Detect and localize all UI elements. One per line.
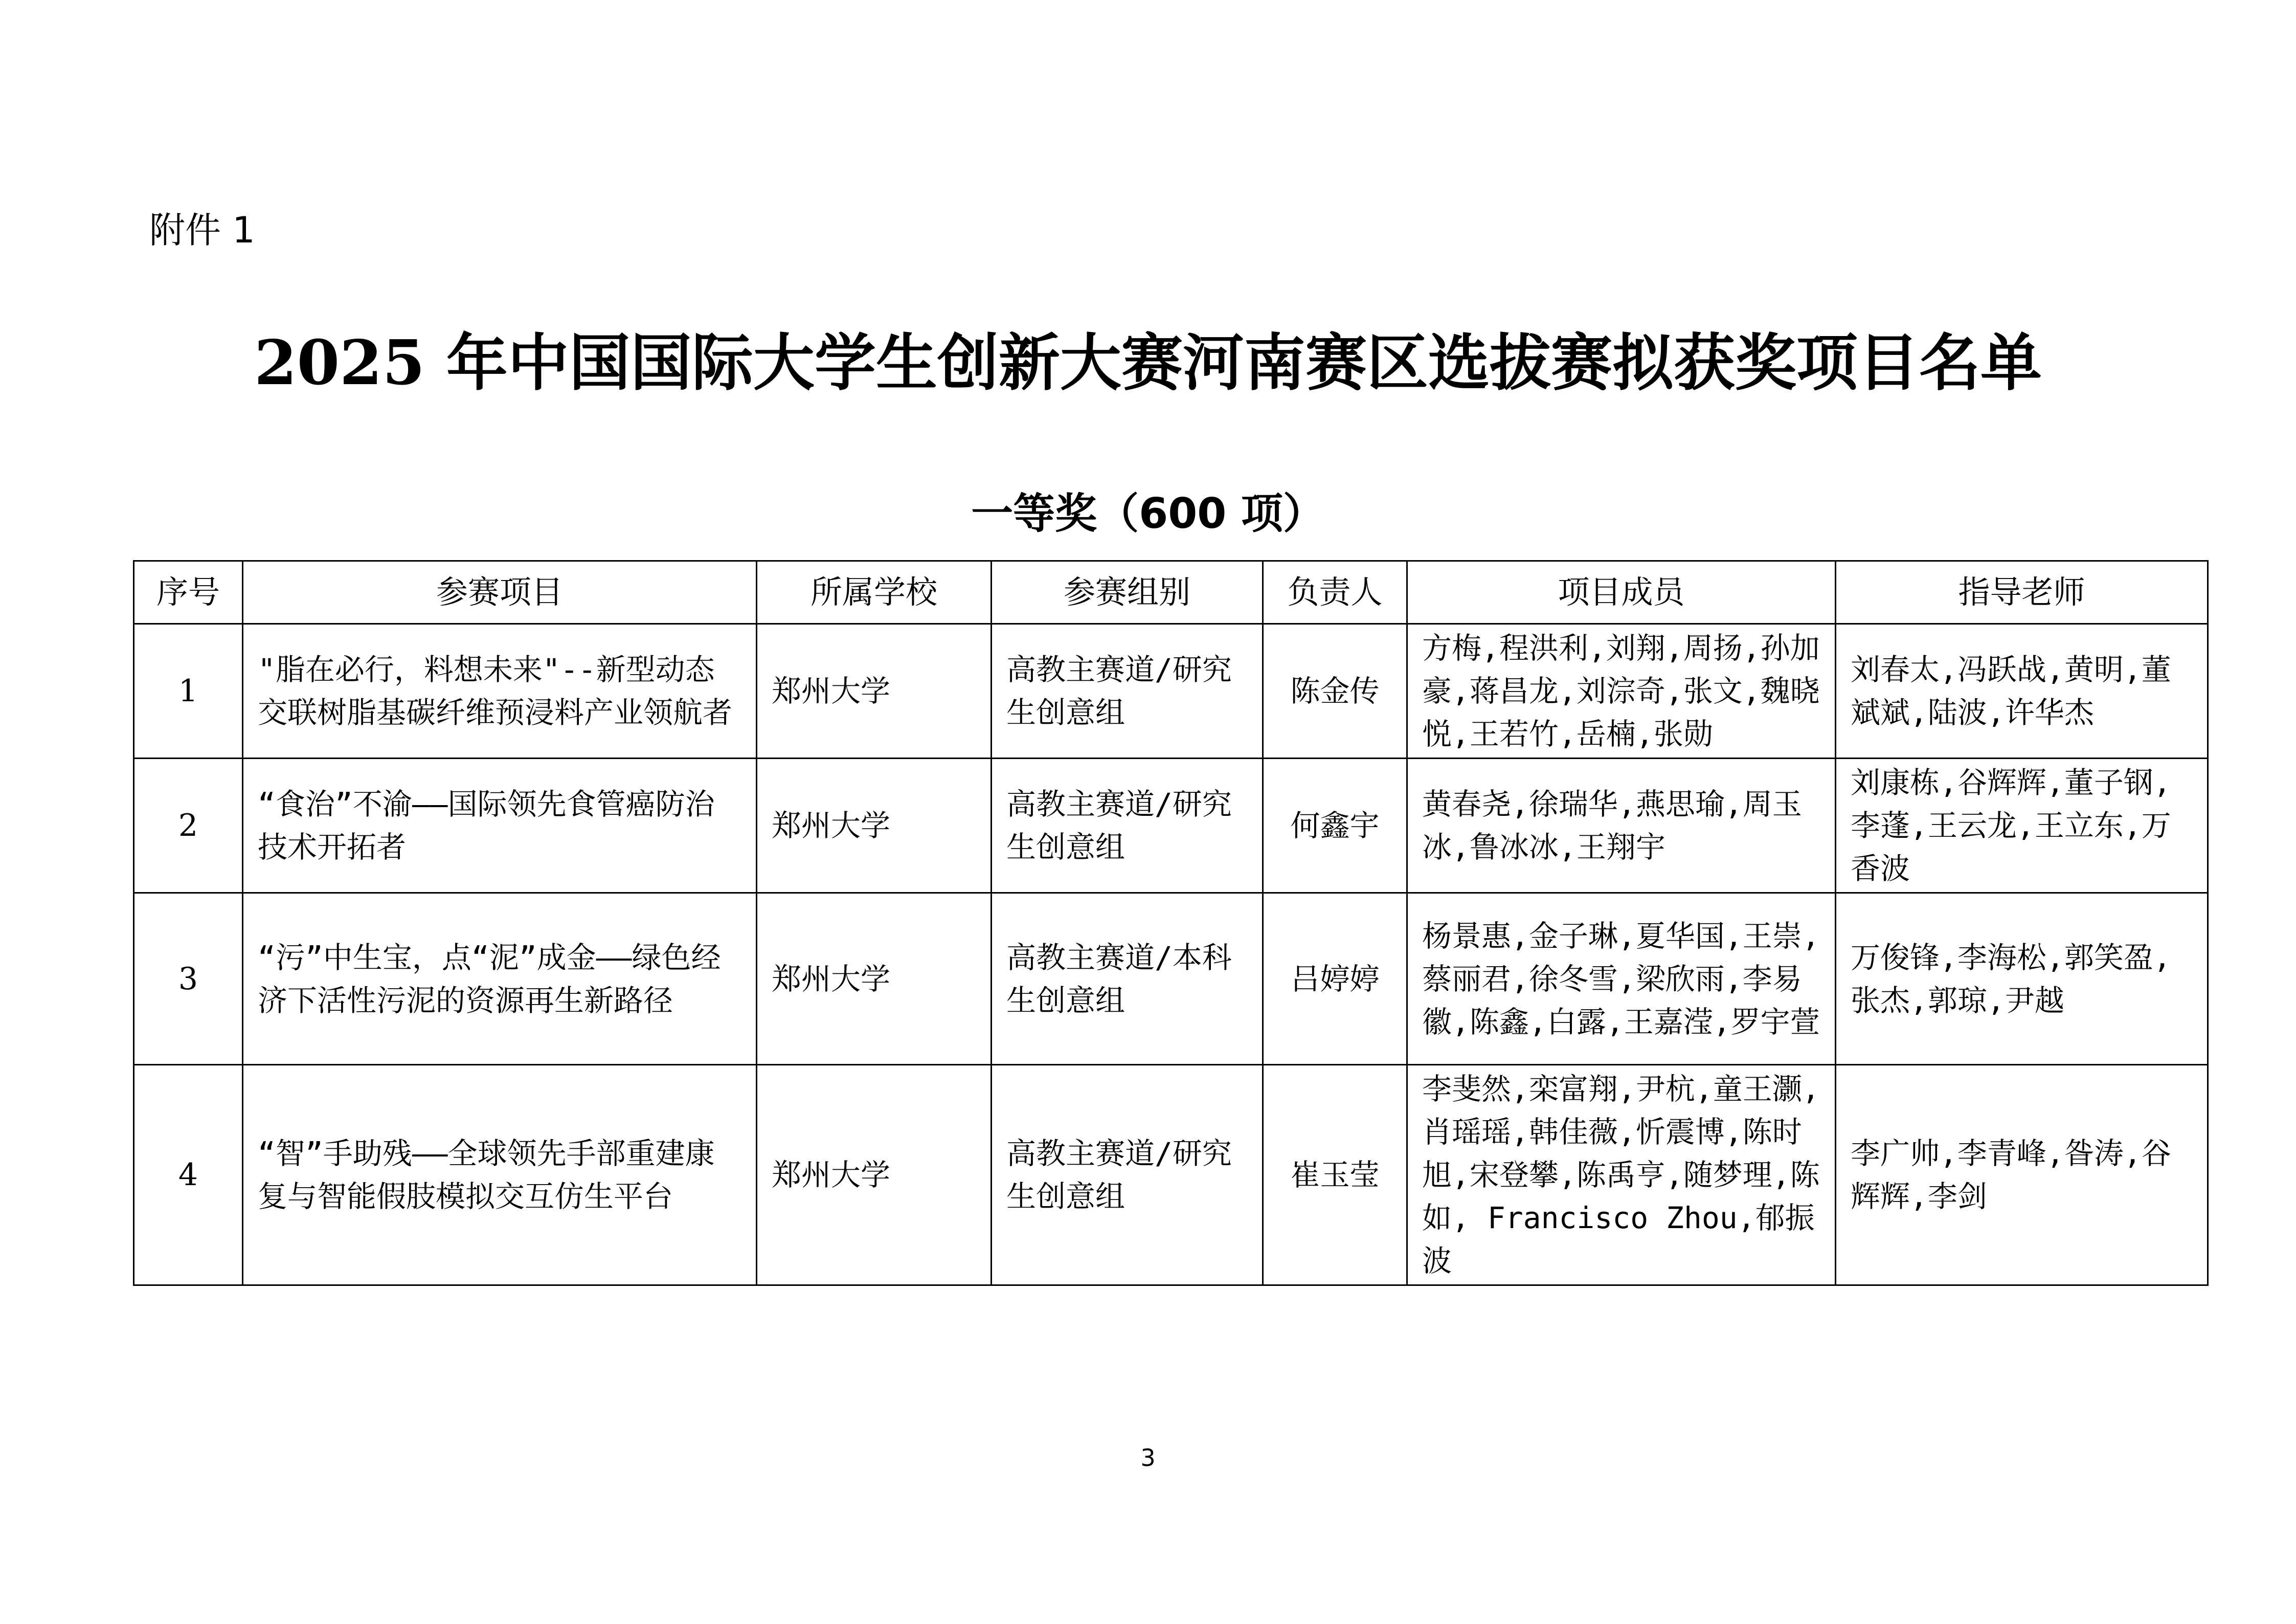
row-school: 郑州大学 [757,893,992,1065]
table-row [134,1065,2208,1285]
row-advisors: 李广帅,李青峰,昝涛,谷辉辉,李剑 [1836,1065,2208,1285]
award-table [133,560,2209,1286]
row-group: 高教主赛道/本科生创意组 [992,893,1263,1065]
row-group: 高教主赛道/研究生创意组 [992,759,1263,893]
header-members: 项目成员 [1407,561,1836,624]
annex-label: 附件 1 [149,209,255,251]
row-index: 4 [134,1065,243,1285]
row-school: 郑州大学 [757,1065,992,1285]
row-leader: 崔玉莹 [1263,1065,1407,1285]
header-group: 参赛组别 [992,561,1263,624]
row-project: "脂在必行，料想未来"--新型动态交联树脂基碳纤维预浸料产业领航者 [243,624,757,759]
row-members: 杨景惠,金子琳,夏华国,王崇,蔡丽君,徐冬雪,梁欣雨,李易徽,陈鑫,白露,王嘉滢,罗宇萱 [1407,893,1836,1065]
row-leader: 何鑫宇 [1263,759,1407,893]
row-project: “食治”不渝——国际领先食管癌防治技术开拓者 [243,759,757,893]
table-header-row [134,561,2208,624]
row-advisors: 刘康栋,谷辉辉,董子钢,李蓬,王云龙,王立东,万香波 [1836,759,2208,893]
row-members: 黄春尧,徐瑞华,燕思瑜,周玉冰,鲁冰冰,王翔宇 [1407,759,1836,893]
row-leader: 陈金传 [1263,624,1407,759]
page-number: 3 [1140,1444,1156,1472]
document-title: 2025 年中国国际大学生创新大赛河南赛区选拔赛拟获奖项目名单 [254,327,2042,399]
header-project: 参赛项目 [243,561,757,624]
row-members: 方梅,程洪利,刘翔,周扬,孙加豪,蒋昌龙,刘淙奇,张文,魏晓悦,王若竹,岳楠,张勋 [1407,624,1836,759]
row-index: 1 [134,624,243,759]
row-members: 李斐然,栾富翔,尹杭,童王灏,肖瑶瑶,韩佳薇,忻震博,陈时旭,宋登攀,陈禹亨,随梦理,陈如, Francisco Zhou,郁振波 [1407,1065,1836,1285]
row-school: 郑州大学 [757,759,992,893]
header-index: 序号 [134,561,243,624]
row-group: 高教主赛道/研究生创意组 [992,624,1263,759]
header-leader: 负责人 [1263,561,1407,624]
row-project: “智”手助残——全球领先手部重建康复与智能假肢模拟交互仿生平台 [243,1065,757,1285]
table-row [134,624,2208,759]
section-title: 一等奖（600 项） [971,490,1325,538]
row-school: 郑州大学 [757,624,992,759]
row-index: 3 [134,893,243,1065]
row-advisors: 刘春太,冯跃战,黄明,董斌斌,陆波,许华杰 [1836,624,2208,759]
header-advisors: 指导老师 [1836,561,2208,624]
table-row [134,759,2208,893]
row-index: 2 [134,759,243,893]
header-school: 所属学校 [757,561,992,624]
row-leader: 吕婷婷 [1263,893,1407,1065]
table-row [134,893,2208,1065]
row-project: “污”中生宝，点“泥”成金——绿色经济下活性污泥的资源再生新路径 [243,893,757,1065]
row-advisors: 万俊锋,李海松,郭笑盈,张杰,郭琼,尹越 [1836,893,2208,1065]
row-group: 高教主赛道/研究生创意组 [992,1065,1263,1285]
